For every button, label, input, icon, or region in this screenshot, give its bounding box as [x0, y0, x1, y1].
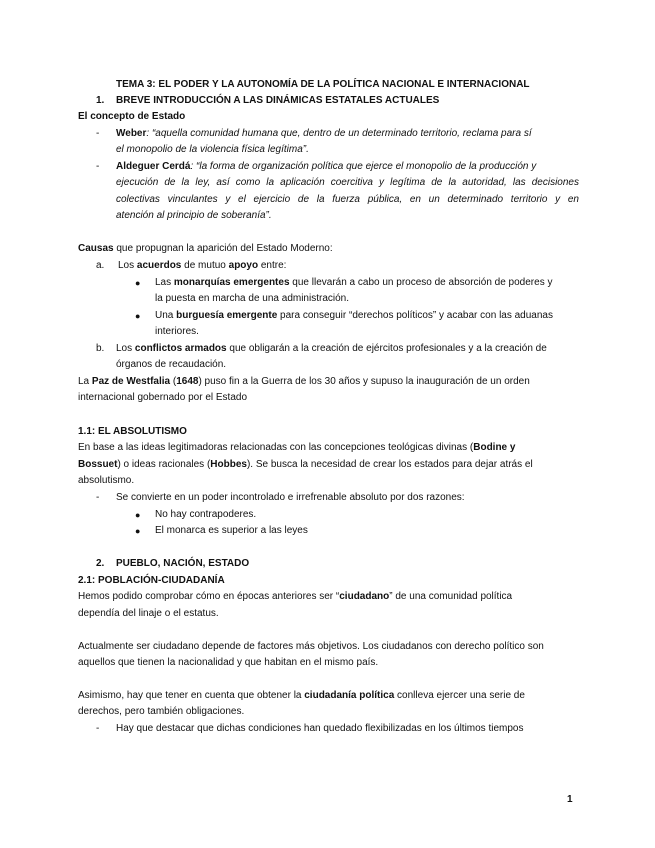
bullet-icon: ●: [135, 311, 141, 321]
item-a-bold-1: acuerdos: [136, 260, 182, 271]
absolutismo-dash-item: Se convierte en un poder incontrolado e irrefrenable absoluto por dos razones:: [116, 492, 465, 503]
list-dash: -: [96, 161, 100, 172]
poblacion-p1-pre: Hemos podido comprobar cómo en épocas anteriores ser “: [78, 591, 340, 602]
list-dash: -: [96, 128, 100, 139]
item-a-mid: de mutuo: [181, 260, 229, 271]
absolutismo-p-line-2: [78, 457, 533, 473]
bullet-icon: ●: [135, 278, 141, 288]
item-a-pre: Los: [118, 260, 137, 271]
causas-lead-bold: Causas: [78, 243, 114, 254]
item-a-bold-2: apoyo: [228, 260, 259, 271]
section-2-number: 2.: [96, 558, 105, 569]
poblacion-p3-bold: ciudadanía política: [304, 690, 395, 701]
absolutismo-p2-rest: ). Se busca la necesidad de crear los estados para dejar atrás el: [246, 459, 533, 470]
item-b-bold: conflictos armados: [134, 343, 227, 354]
item-a-post: entre:: [258, 260, 287, 271]
item-b-pre: Los: [116, 343, 135, 354]
poblacion-p3-line-1: [78, 688, 525, 704]
aldeguer-name: Aldeguer Cerdá: [116, 161, 191, 172]
causas-item-a: [118, 258, 286, 274]
westfalia-line-1: [78, 374, 530, 390]
bullet-1-rest: que llevarán a cabo un proceso de absorción de poderes y: [289, 277, 553, 288]
absolutismo-p-line-3: absolutismo.: [78, 475, 135, 486]
bullet-icon: ●: [135, 526, 141, 536]
absolutismo-sub-1: No hay contrapoderes.: [155, 509, 257, 520]
poblacion-p3-pre: Asimismo, hay que tener en cuenta que obtener la: [78, 690, 305, 701]
poblacion-dash-item: Hay que destacar que dichas condiciones han quedado flexibilizadas en los últimos tiempos: [116, 723, 524, 734]
absolutismo-sub-2: El monarca es superior a las leyes: [155, 525, 308, 536]
westfalia-line-2: internacional gobernado por el Estado: [78, 392, 248, 403]
poblacion-p3-rest: conlleva ejercer una serie de: [394, 690, 525, 701]
poblacion-heading-label: : POBLACIÓN-CIUDADANÍA: [91, 575, 225, 586]
weber-quote-1: : “aquella comunidad humana que, dentro de un determinado territorio, reclama para sí: [146, 128, 532, 139]
item-b-rest: que obligarán a la creación de ejércitos profesionales y a la creación de: [226, 343, 547, 354]
poblacion-p3-line-2: derechos, pero también obligaciones.: [78, 706, 245, 717]
document-title: TEMA 3: EL PODER Y LA AUTONOMÍA DE LA POLÍTICA NACIONAL E INTERNACIONAL: [116, 79, 530, 90]
weber-definition-line-1: [116, 126, 532, 142]
section-1-number: 1.: [96, 95, 105, 106]
bullet-2-pre: Una: [155, 310, 177, 321]
bullet-monarquias-line-2: la puesta en marcha de una administración.: [155, 293, 350, 304]
causas-item-b: [116, 341, 547, 357]
absolutismo-p2-bold-2: Hobbes: [210, 459, 247, 470]
bullet-burguesia: [155, 308, 553, 324]
absolutismo-p1: En base a las ideas legitimadoras relacionadas con las concepciones teológicas divinas (: [78, 442, 474, 453]
bullet-burguesia-line-2: interiores.: [155, 326, 199, 337]
westfalia-mid: (: [170, 376, 177, 387]
poblacion-heading-num: 2.1: [78, 575, 92, 586]
absolutismo-heading-label: : EL ABSOLUTISMO: [91, 426, 187, 437]
aldeguer-quote-2: ejecución de la ley, así como la aplicación coercitiva y legítima de la autoridad, las decisiones: [116, 177, 579, 188]
poblacion-heading: [78, 573, 225, 589]
list-dash: -: [96, 492, 100, 503]
section-1-heading: BREVE INTRODUCCIÓN A LAS DINÁMICAS ESTATALES ACTUALES: [116, 95, 440, 106]
causas-lead-rest: que propugnan la aparición del Estado Moderno:: [113, 243, 333, 254]
section-2-heading: PUEBLO, NACIÓN, ESTADO: [116, 558, 250, 569]
absolutismo-heading-num: 1.1: [78, 426, 92, 437]
list-dash: -: [96, 723, 100, 734]
poblacion-p1-line-2: dependía del linaje o el estatus.: [78, 608, 219, 619]
absolutismo-p-line-1: [78, 440, 515, 456]
aldeguer-definition-line-1: [116, 159, 536, 175]
page-number: 1: [567, 794, 573, 805]
bullet-icon: ●: [135, 510, 141, 520]
bullet-monarquias: [155, 275, 552, 291]
poblacion-p1-bold: ciudadano: [339, 591, 390, 602]
westfalia-pre: La: [78, 376, 92, 387]
weber-name: Weber: [116, 128, 147, 139]
list-marker-b: b.: [96, 343, 105, 354]
bullet-2-bold: burguesía emergente: [176, 310, 278, 321]
list-marker-a: a.: [96, 260, 105, 271]
westfalia-bold-2: 1648: [176, 376, 199, 387]
absolutismo-p1-bold: Bodine y: [473, 442, 516, 453]
bullet-1-pre: Las: [155, 277, 174, 288]
poblacion-p1-rest: ” de una comunidad política: [389, 591, 513, 602]
absolutismo-p2-mid: ) o ideas racionales (: [117, 459, 211, 470]
westfalia-rest: ) puso fin a la Guerra de los 30 años y supuso la inauguración de un orden: [198, 376, 530, 387]
causas-lead: [78, 241, 333, 257]
bullet-2-rest: para conseguir “derechos políticos” y acabar con las aduanas: [277, 310, 553, 321]
aldeguer-quote-3: colectivas vinculantes y el ejercicio de la fuerza pública, en un determinado territorio y en: [116, 194, 579, 205]
bullet-1-bold: monarquías emergentes: [173, 277, 290, 288]
poblacion-p2-line-2: aquellos que tienen la nacionalidad y que habitan en el mismo país.: [78, 657, 379, 668]
weber-quote-2: el monopolio de la violencia física legítima”.: [116, 144, 309, 155]
aldeguer-quote-4: atención al principio de soberanía”.: [116, 210, 272, 221]
concept-heading: El concepto de Estado: [78, 111, 186, 122]
absolutismo-p2-bold: Bossuet: [78, 459, 118, 470]
causas-item-b-line-2: órganos de recaudación.: [116, 359, 227, 370]
poblacion-p2-line-1: Actualmente ser ciudadano depende de factores más objetivos. Los ciudadanos con derecho político son: [78, 641, 544, 652]
absolutismo-heading: [78, 424, 187, 440]
poblacion-p1-line-1: [78, 589, 512, 605]
aldeguer-quote-1: : “la forma de organización política que ejerce el monopolio de la producción y: [190, 161, 537, 172]
westfalia-bold-1: Paz de Westfalia: [91, 376, 171, 387]
